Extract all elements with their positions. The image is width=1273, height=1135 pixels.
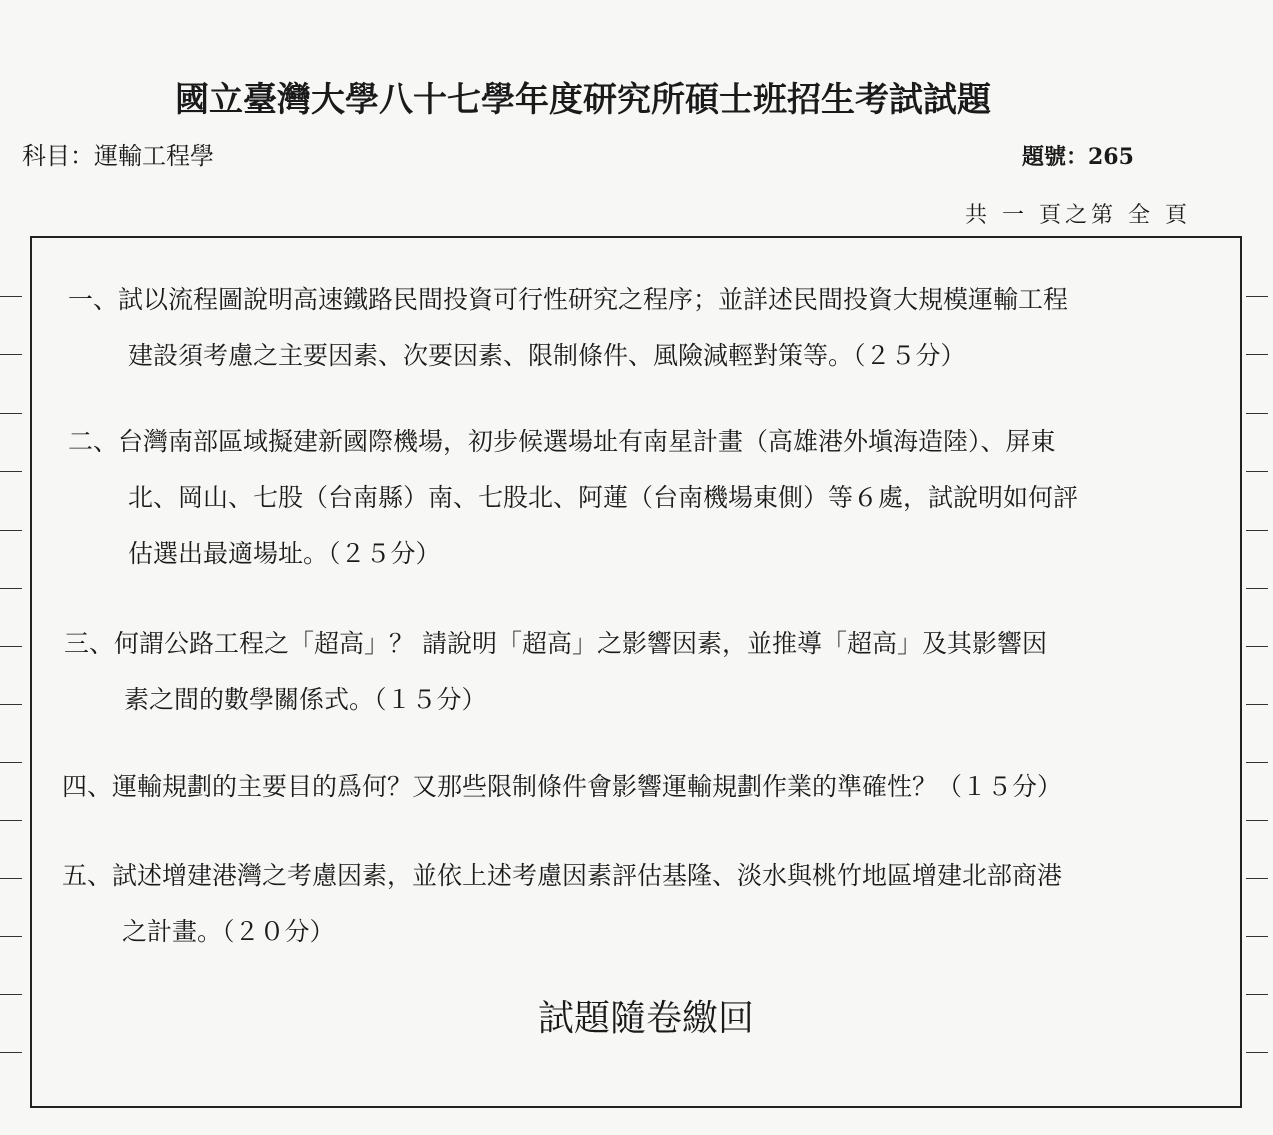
margin-tick	[1246, 296, 1268, 297]
question-line: 五、試述增建港灣之考慮因素，並依上述考慮因素評估基隆、淡水與桃竹地區增建北部商港	[62, 861, 1063, 890]
margin-tick	[0, 296, 22, 297]
question-1	[68, 272, 1068, 384]
question-line: 之計畫。（２０分）	[122, 917, 335, 946]
question-code: 題號：265	[1022, 144, 1134, 170]
question-line: 素之間的數學關係式。（１５分）	[124, 685, 487, 714]
margin-tick	[1246, 646, 1268, 647]
question-line: 二、台灣南部區域擬建新國際機場，初步候選場址有南星計畫（高雄港外塡海造陸）、屏東	[68, 427, 1056, 456]
question-line: 三、何謂公路工程之「超高」？ 請說明「超高」之影響因素，並推導「超高」及其影響因	[64, 629, 1047, 658]
margin-tick	[0, 820, 22, 821]
exam-title: 國立臺灣大學八十七學年度研究所碩士班招生考試試題	[175, 80, 991, 120]
margin-tick	[0, 878, 22, 879]
return-notice: 試題隨卷繳回	[538, 998, 755, 1039]
page-indicator: 共 一 頁之第 全 頁	[965, 203, 1191, 228]
margin-tick	[1246, 936, 1268, 937]
margin-tick	[0, 936, 22, 937]
margin-tick	[1246, 1052, 1268, 1053]
margin-tick	[0, 762, 22, 763]
margin-tick	[1246, 762, 1268, 763]
question-4	[62, 759, 1062, 815]
subject-label: 科目：運輸工程學	[22, 142, 214, 170]
margin-tick	[0, 471, 22, 472]
question-line: 四、運輸規劃的主要目的爲何？又那些限制條件會影響運輸規劃作業的準確性？（１５分）	[62, 772, 1063, 801]
margin-tick	[0, 994, 22, 995]
margin-tick	[1246, 820, 1268, 821]
question-2	[68, 414, 1078, 582]
margin-tick	[0, 646, 22, 647]
question-line: 估選出最適場址。（２５分）	[128, 539, 441, 568]
margin-tick	[0, 354, 22, 355]
margin-tick	[1246, 471, 1268, 472]
margin-tick	[1246, 588, 1268, 589]
margin-tick	[1246, 413, 1268, 414]
margin-tick	[0, 530, 22, 531]
question-line: 一、試以流程圖說明高速鐵路民間投資可行性研究之程序；並詳述民間投資大規模運輸工程	[68, 285, 1069, 314]
question-line: 北、岡山、七股（台南縣）南、七股北、阿蓮（台南機場東側）等６處，試說明如何評	[128, 483, 1079, 512]
margin-tick	[1246, 530, 1268, 531]
margin-tick	[0, 704, 22, 705]
question-line: 建設須考慮之主要因素、次要因素、限制條件、風險減輕對策等。（２５分）	[128, 341, 966, 370]
margin-tick	[0, 413, 22, 414]
margin-tick	[1246, 994, 1268, 995]
margin-tick	[0, 588, 22, 589]
question-3	[64, 616, 1047, 728]
margin-tick	[1246, 704, 1268, 705]
question-5	[62, 848, 1062, 960]
margin-tick	[1246, 878, 1268, 879]
margin-tick	[0, 1052, 22, 1053]
margin-tick	[1246, 354, 1268, 355]
